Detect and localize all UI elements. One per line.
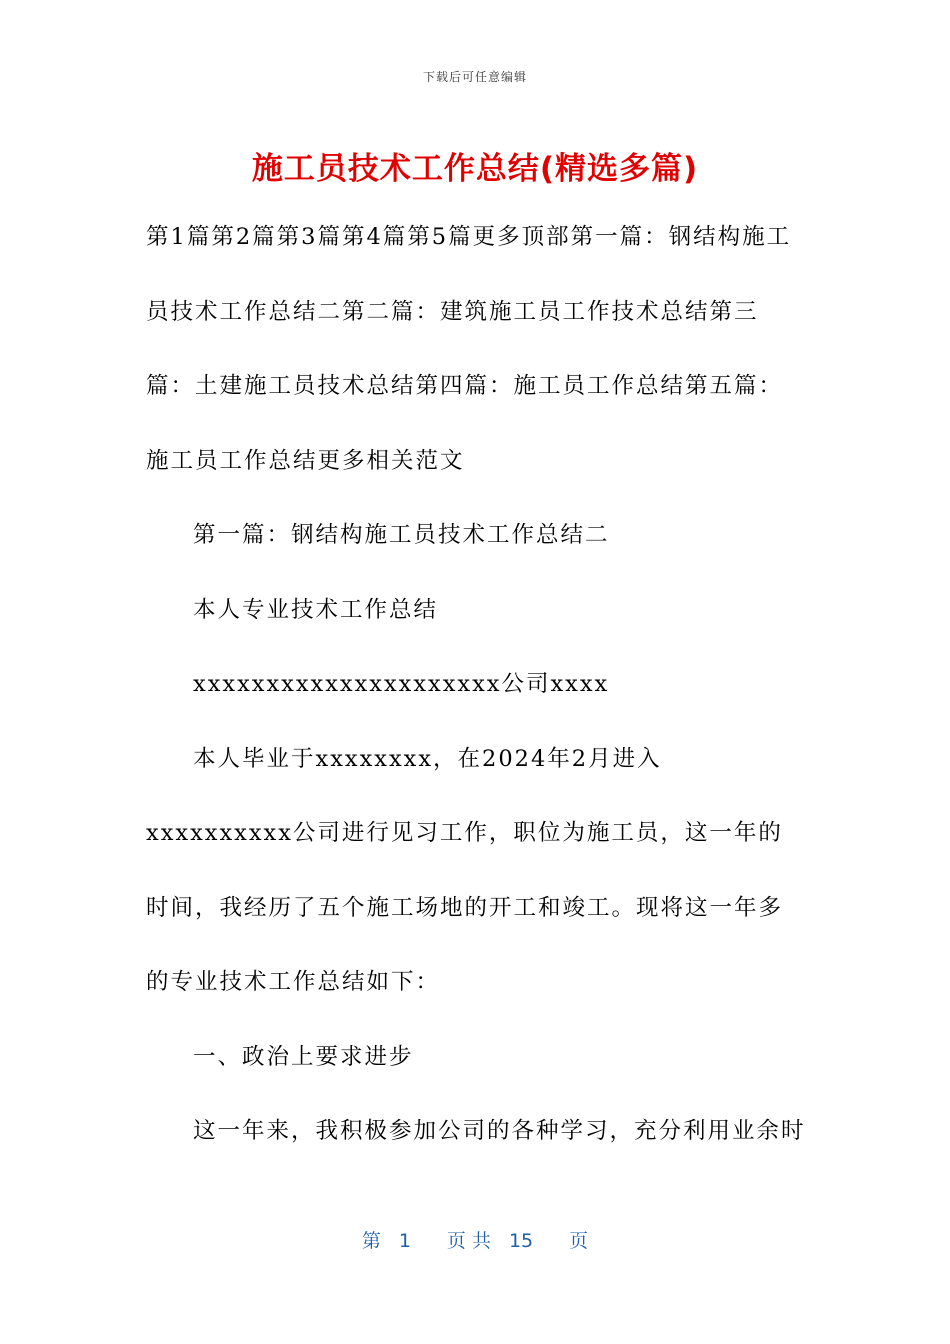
numbered-heading: 一、政治上要求进步: [193, 1043, 414, 1070]
document-title: 施工员技术工作总结(精选多篇): [251, 151, 699, 187]
footer-page-label: 第: [361, 1230, 381, 1252]
footer-page-suffix: 页: [569, 1230, 589, 1252]
document-body: [146, 200, 806, 1169]
section-heading: 第一篇：钢结构施工员技术工作总结二: [193, 522, 610, 548]
company-line: xxxxxxxxxxxxxxxxxxxxx公司xxxx: [193, 671, 610, 697]
toc-paragraph: 第1篇第2篇第3篇第4篇第5篇更多顶部第一篇：钢结构施工员技术工作总结二第二篇：建筑施工员工作技术总结第三篇：土建施工员技术总结第四篇：施工员工作总结第五篇：施工员工作总结更多相关范文: [146, 224, 792, 474]
header-note: 下载后可任意编辑: [422, 70, 527, 84]
footer-total-pages: 15: [508, 1230, 534, 1252]
body-paragraph: 本人毕业于xxxxxxxx，在2024年2月进入xxxxxxxxxx公司进行见习工作，职位为施工员，这一年的时间，我经历了五个施工场地的开工和竣工。现将这一年多的专业技术工作总结如下：: [146, 745, 784, 995]
footer-page-of-label: 页 共: [446, 1230, 491, 1252]
page-footer: [0, 1226, 950, 1253]
body-paragraph: 这一年来，我积极参加公司的各种学习，充分利用业余时: [193, 1118, 806, 1144]
subheading: 本人专业技术工作总结: [193, 596, 439, 623]
footer-page-number: 1: [398, 1230, 411, 1252]
